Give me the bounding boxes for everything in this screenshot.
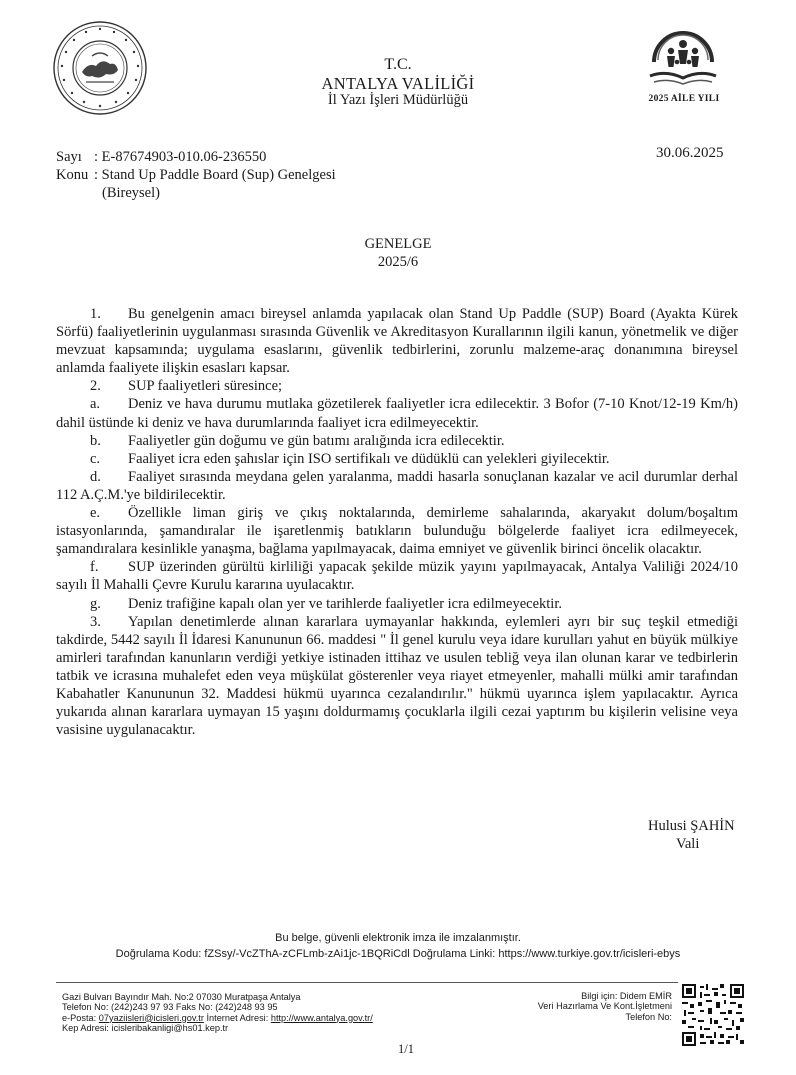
paragraph-number: e. [90,505,101,522]
header-governorship: ANTALYA VALİLİĞİ [321,74,475,93]
paragraph-number: a. [90,396,101,413]
paragraph-2b [56,432,738,450]
esign-footer [0,930,796,962]
document-date: 30.06.2025 [656,145,724,161]
family-year-caption: 2025 AİLE YILI [648,94,720,104]
paragraph-number: b. [90,432,101,449]
circular-body [56,305,738,739]
sayi-label: Sayı [56,149,82,165]
paragraph-text: Yapılan denetimlerde alınan kararlara uymayanlar hakkında, eylemleri ayrı bir suç teşkil etmediği takdirde, 5442 sayılı İl İdaresi Kanununun 66. maddesi " İl genel kurulu veya idare kurulları yahut en büyük mülkiye amirleri tarafından kanunların verdiği yetkiye istinaden ittihaz ve usulen tebliğ veya ilan olunan karar ve tedbirlerin tatbik ve icrasına muhalefet eden veya müşkülat gösterenler veya riayet etmeyenler, mahalli mülki amir tarafından Kabahatler Kanununun 32. Maddesi hükmü uyarınca cezalandırılır." hükmü uyarınca işlem yapılacaktır. Ayrıca yukarıda alınan kararlara uymayan 15 yaşını doldurmamış çocuklarla ilgili cezai yaptırım bu kişilerin velisine veya vasisine uygulanacaktır. [56,613,738,739]
paragraph-number: d. [90,468,101,485]
circular-title: GENELGE [364,236,432,252]
signature-block [648,817,735,853]
info-role: Veri Hazırlama Ve Kont.İşletmeni [537,1001,672,1012]
verification-line: Doğrulama Kodu: fZSsy/-VcZThA-zCFLmb-zAi1jc-1BQRiCdl Doğrulama Linki: https://www.turkiye.gov.tr/icisleri-ebys [115,948,681,960]
web-label: İnternet Adresi: [203,1012,271,1023]
info-person: Bilgi için: Didem EMİR [581,991,672,1001]
email-label: e-Posta: [62,1012,99,1023]
paragraph-text: SUP üzerinden gürültü kirliliği yapacak şekilde müzik yayını yapılmayacak, Antalya Valiliği 2024/10 sayılı İl Mahalli Çevre Kurulu kararına uyulacaktır. [56,559,738,594]
paragraph-text: Bu genelgenin amacı bireysel anlamda yapılacak olan Stand Up Paddle (SUP) Board (Ayakta Kürek Sörfü) faaliyetlerinin uygulanması sırasında Güvenlik ve Akreditasyon Kurallarının ilgili kanun, yönetmelik ve diğer mevzuat kapsamında; uygulama esaslarını, güvenlik tedbirlerini, zorunlu malzeme-araç donanımına bireysel anlamda faaliyete ilişkin esasları kapsar. [56,306,738,377]
paragraph-text: Faaliyet sırasında meydana gelen yaralanma, maddi hasarla sonuçlanan kazalar ve acil durumlar derhal 112 A.Ç.M.'ye bildirilecektir. [56,468,738,503]
qr-code-icon [682,984,744,1046]
document-meta [56,148,336,202]
page-number: 1/1 [398,1042,414,1056]
paragraph-2d [56,468,738,504]
info-contact-block [440,991,672,1022]
address-line: Gazi Bulvarı Bayındır Mah. No:2 07030 Muratpaşa Antalya [62,992,301,1002]
paragraph-2f [56,558,738,594]
konu-value: : Stand Up Paddle Board (Sup) Genelgesi [94,167,336,183]
email-link[interactable]: 07yaziisleri@icisleri.gov.tr [98,1012,204,1023]
paragraph-2g [56,595,738,613]
konu-label: Konu [56,167,89,183]
paragraph-1 [56,305,738,377]
paragraph-number: 2. [90,378,101,395]
paragraph-text: Faaliyet icra eden şahıslar için ISO sertifikalı ve düdüklü can yelekleri giyilecektir. [128,450,610,467]
sayi-value: : E-87674903-010.06-236550 [94,149,267,165]
paragraph-2c [56,450,738,468]
paragraph-text: Deniz ve hava durumu mutlaka gözetilerek faaliyetler icra edilecektir. 3 Bofor (7-10 Knot/12-19 Km/h) dahil üstünde ki deniz ve hava durumlarında faaliyet icra edilmeyecektir. [56,396,738,431]
paragraph-text: Deniz trafiğine kapalı olan yer ve tarihlerde faaliyetler icra edilmeyecektir. [128,595,562,612]
header-directorate: İl Yazı İşleri Müdürlüğü [327,92,469,108]
signatory-title: Vali [676,836,700,852]
email-web-line [62,1013,373,1023]
paragraph-text: Faaliyetler gün doğumu ve gün batımı aralığında icra edilecektir. [128,432,505,449]
footer-divider [56,982,678,983]
paragraph-2e [56,504,738,558]
paragraph-number: 3. [90,613,101,630]
contact-address-block [62,992,373,1033]
paragraph-number: 1. [90,306,101,322]
kep-line: Kep Adresi: icisleribakanligi@hs01.kep.tr [62,1022,229,1033]
konu-value-2: (Bireysel) [102,185,160,201]
phone-line: Telefon No: (242)243 97 93 Faks No: (242)248 93 95 [62,1002,278,1013]
signatory-name: Hulusi ŞAHİN [648,818,735,834]
paragraph-number: g. [90,595,101,612]
paragraph-2 [56,377,738,395]
header-tc: T.C. [384,56,412,73]
paragraph-number: c. [90,450,101,467]
paragraph-text: Özellikle liman giriş ve çıkış noktalarında, demirleme sahalarında, akaryakıt dolum/boşaltım istasyonlarında, şamandıralar ile işaretlenmiş batıkların bulunduğu bölgelerde faaliyet icra edilmeyecek, şamandıralara kesinlikle yanaşma, bağlama yapılmayacak, daima emniyet ve güvenlik birinci öncelik olacaktır. [56,505,738,558]
paragraph-number: f. [90,559,99,576]
web-link[interactable]: http://www.antalya.gov.tr/ [270,1012,373,1023]
paragraph-3 [56,613,738,740]
paragraph-text: SUP faaliyetleri süresince; [128,378,283,395]
circular-number: 2025/6 [377,254,419,270]
paragraph-2a [56,395,738,431]
esign-note: Bu belge, güvenli elektronik imza ile imzalanmıştır. [275,932,521,944]
info-phone: Telefon No: [625,1011,672,1022]
